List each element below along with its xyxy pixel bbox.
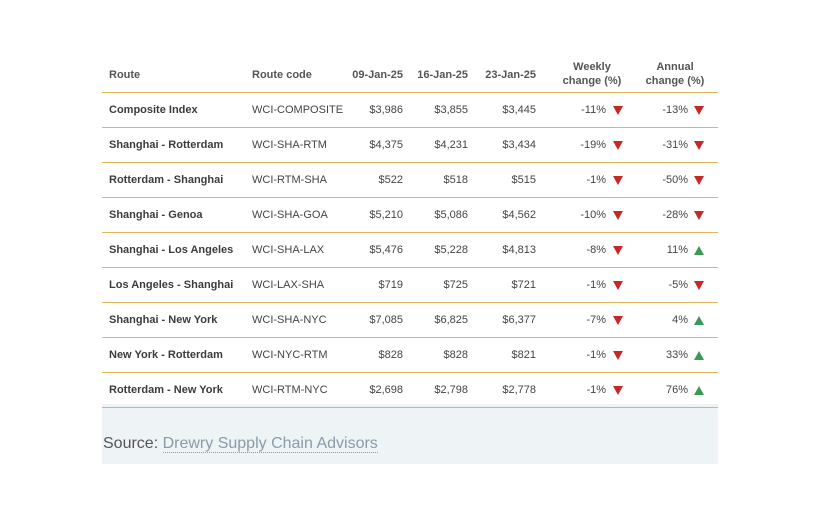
header-annual-line1: Annual (656, 61, 694, 73)
rate-date-1: $5,210 (369, 209, 403, 221)
table-row (102, 303, 718, 338)
route-name: Los Angeles - Shanghai (109, 279, 234, 291)
route-code: WCI-LAX-SHA (252, 279, 325, 291)
route-code: WCI-SHA-NYC (252, 314, 327, 326)
table-row (102, 268, 718, 303)
table-row (102, 233, 718, 268)
table-row (102, 93, 718, 128)
wci-rates-table (102, 54, 718, 404)
up-arrow-icon (694, 316, 704, 325)
header-route-code: Route code (252, 69, 312, 81)
header-date-2: 16-Jan-25 (417, 69, 468, 81)
down-arrow-icon (613, 211, 623, 220)
route-name: New York - Rotterdam (109, 349, 223, 361)
down-arrow-icon (694, 141, 704, 150)
weekly-change: -7% (586, 314, 606, 326)
route-name: Rotterdam - New York (109, 384, 223, 396)
rate-date-3: $3,434 (502, 139, 536, 151)
rate-date-3: $2,778 (502, 384, 536, 396)
table-row (102, 163, 718, 198)
table-row (102, 128, 718, 163)
rate-date-3: $721 (511, 279, 536, 291)
rate-date-3: $3,445 (502, 104, 536, 116)
weekly-change: -8% (586, 244, 606, 256)
annual-change: 11% (666, 244, 688, 256)
route-code: WCI-NYC-RTM (252, 349, 328, 361)
rate-date-1: $4,375 (369, 139, 403, 151)
rate-date-2: $2,798 (434, 384, 468, 396)
weekly-change: -1% (586, 174, 606, 186)
rate-date-3: $4,813 (502, 244, 536, 256)
header-weekly-line2: change (%) (562, 75, 622, 87)
down-arrow-icon (694, 176, 704, 185)
rate-date-1: $522 (378, 174, 403, 186)
annual-change: 76% (665, 384, 688, 396)
route-code: WCI-COMPOSITE (252, 104, 344, 116)
annual-change: -5% (668, 279, 688, 291)
down-arrow-icon (613, 281, 623, 290)
route-code: WCI-SHA-GOA (252, 209, 328, 221)
down-arrow-icon (613, 316, 623, 325)
down-arrow-icon (613, 246, 623, 255)
up-arrow-icon (694, 246, 704, 255)
up-arrow-icon (694, 351, 704, 360)
rate-date-2: $828 (443, 349, 468, 361)
weekly-change: -1% (586, 384, 606, 396)
down-arrow-icon (694, 106, 704, 115)
annual-change: -50% (662, 174, 688, 186)
down-arrow-icon (613, 176, 623, 185)
header-weekly-change (557, 60, 627, 88)
route-code: WCI-SHA-LAX (252, 244, 325, 256)
rate-date-1: $5,476 (369, 244, 403, 256)
route-name: Shanghai - New York (109, 314, 218, 326)
header-date-3: 23-Jan-25 (485, 69, 536, 81)
rate-date-3: $4,562 (502, 209, 536, 221)
annual-change: 4% (672, 314, 688, 326)
rate-date-1: $719 (378, 279, 403, 291)
route-name: Composite Index (109, 104, 198, 116)
table-row (102, 338, 718, 373)
header-annual-change (640, 60, 710, 88)
route-name: Rotterdam - Shanghai (109, 174, 224, 186)
annual-change: -31% (662, 139, 688, 151)
table-row (102, 373, 718, 408)
route-code: WCI-RTM-SHA (252, 174, 327, 186)
route-name: Shanghai - Genoa (109, 209, 203, 221)
rate-date-2: $3,855 (434, 104, 468, 116)
down-arrow-icon (613, 351, 623, 360)
table-row (102, 198, 718, 233)
down-arrow-icon (613, 386, 623, 395)
rate-date-1: $828 (378, 349, 403, 361)
down-arrow-icon (613, 141, 623, 150)
wci-table-card (102, 54, 718, 464)
weekly-change: -19% (580, 139, 606, 151)
rate-date-3: $6,377 (502, 314, 536, 326)
route-name: Shanghai - Los Angeles (109, 244, 234, 256)
header-weekly-line1: Weekly (573, 61, 611, 73)
header-route: Route (109, 69, 141, 81)
weekly-change: -10% (580, 209, 606, 221)
source-link[interactable]: Drewry Supply Chain Advisors (162, 435, 378, 452)
down-arrow-icon (694, 211, 704, 220)
weekly-change: -1% (586, 349, 606, 361)
header-date-1: 09-Jan-25 (352, 69, 403, 81)
rate-date-1: $7,085 (369, 314, 403, 326)
weekly-change: -11% (581, 104, 606, 116)
route-code: WCI-RTM-NYC (252, 384, 328, 396)
route-code: WCI-SHA-RTM (252, 139, 327, 151)
source-label: Source: (103, 435, 159, 452)
rate-date-2: $5,086 (434, 209, 468, 221)
header-annual-line2: change (%) (645, 75, 705, 87)
rate-date-3: $515 (511, 174, 536, 186)
source-credit (103, 435, 378, 453)
rate-date-2: $5,228 (434, 244, 468, 256)
rate-date-1: $2,698 (369, 384, 403, 396)
up-arrow-icon (694, 386, 704, 395)
annual-change: -28% (662, 209, 688, 221)
rate-date-2: $725 (443, 279, 468, 291)
annual-change: -13% (662, 104, 688, 116)
rate-date-1: $3,986 (369, 104, 403, 116)
rate-date-2: $518 (443, 174, 468, 186)
down-arrow-icon (694, 281, 704, 290)
down-arrow-icon (613, 106, 623, 115)
rate-date-2: $6,825 (434, 314, 468, 326)
route-name: Shanghai - Rotterdam (109, 139, 224, 151)
table-header (102, 54, 718, 93)
weekly-change: -1% (586, 279, 606, 291)
annual-change: 33% (665, 349, 688, 361)
rate-date-3: $821 (511, 349, 536, 361)
rate-date-2: $4,231 (434, 139, 468, 151)
